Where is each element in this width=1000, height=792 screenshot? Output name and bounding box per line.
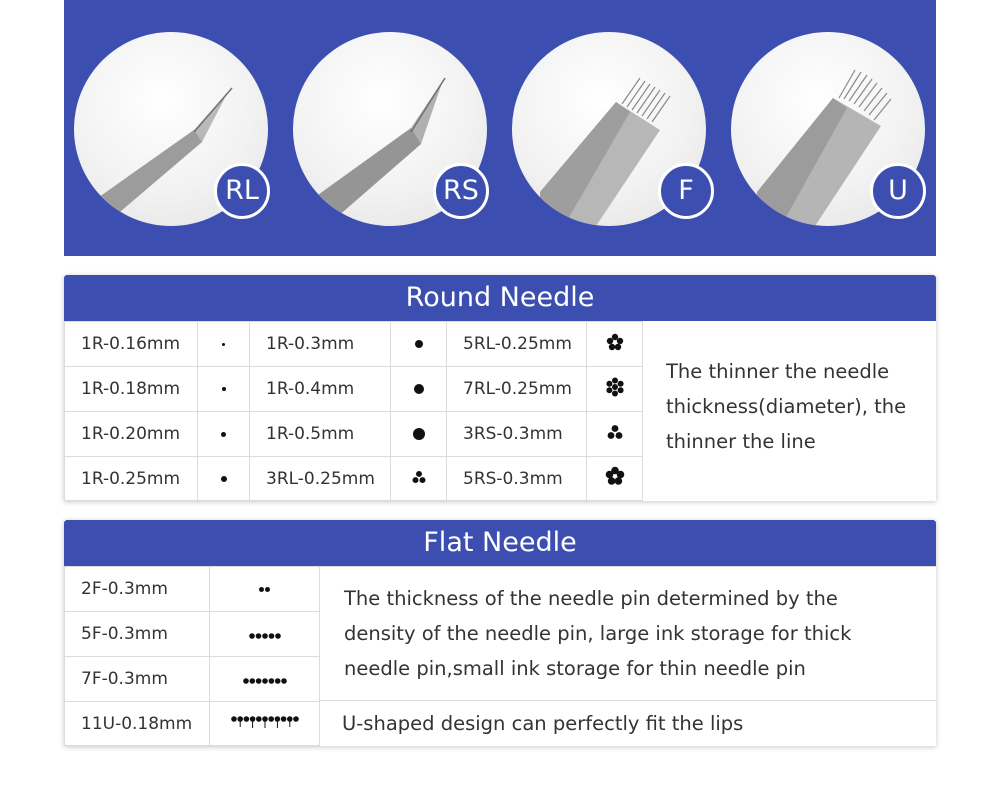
table-row — [65, 367, 643, 412]
round-needle-panel — [64, 275, 936, 501]
needle-badge-rl: RL — [214, 163, 270, 219]
needle-badge-f: F — [658, 163, 714, 219]
needle-pattern-icon — [391, 367, 447, 412]
size-label: 7F-0.3mm — [65, 657, 210, 702]
table-row — [65, 457, 643, 501]
table-row — [65, 567, 320, 612]
needle-pattern-icon — [198, 322, 250, 367]
size-label: 1R-0.25mm — [65, 457, 198, 501]
needle-badge-u: U — [870, 163, 926, 219]
size-label: 3RS-0.3mm — [447, 412, 587, 457]
needle-pattern-icon — [587, 367, 643, 412]
needle-pattern-icon — [198, 457, 250, 501]
size-label: 5RL-0.25mm — [447, 322, 587, 367]
size-label: 2F-0.3mm — [65, 567, 210, 612]
needle-pattern-icon — [587, 322, 643, 367]
size-label: 5F-0.3mm — [65, 612, 210, 657]
size-label: 1R-0.4mm — [250, 367, 391, 412]
size-label: 11U-0.18mm — [65, 702, 210, 746]
needle-types-banner — [64, 0, 936, 256]
round-needle-note: The thinner the needle thickness(diameter), the thinner the line — [666, 360, 907, 453]
flat-needle-note: The thickness of the needle pin determined by the density of the needle pin, large ink storage for thick needle pin,small ink storage for thin needle pin — [344, 587, 852, 680]
needle-pattern-icon — [198, 412, 250, 457]
table-row — [65, 612, 320, 657]
needle-pattern-icon — [210, 657, 320, 702]
size-label: 1R-0.18mm — [65, 367, 198, 412]
size-label: 7RL-0.25mm — [447, 367, 587, 412]
size-label: 1R-0.16mm — [65, 322, 198, 367]
table-row — [65, 702, 320, 746]
needle-pattern-icon — [391, 322, 447, 367]
needle-pattern-icon — [587, 457, 643, 501]
size-label: 1R-0.5mm — [250, 412, 391, 457]
size-label: 5RS-0.3mm — [447, 457, 587, 501]
flat-needle-table — [64, 566, 320, 746]
u-needle-note: U-shaped design can perfectly fit the lips — [342, 712, 744, 735]
round-needle-table — [64, 321, 643, 501]
needle-pattern-icon — [210, 612, 320, 657]
needle-pattern-icon — [198, 367, 250, 412]
u-needle-pattern-icon — [210, 702, 320, 746]
size-label: 3RL-0.25mm — [250, 457, 391, 501]
table-row — [65, 322, 643, 367]
flat-needle-title: Flat Needle — [64, 520, 936, 566]
table-row — [65, 657, 320, 702]
needle-pattern-icon — [391, 412, 447, 457]
needle-pattern-icon — [587, 412, 643, 457]
needle-pattern-icon — [391, 457, 447, 501]
size-label: 1R-0.20mm — [65, 412, 198, 457]
round-needle-title: Round Needle — [64, 275, 936, 321]
flat-needle-panel — [64, 520, 936, 746]
size-label: 1R-0.3mm — [250, 322, 391, 367]
table-row — [65, 412, 643, 457]
needle-pattern-icon — [210, 567, 320, 612]
needle-badge-rs: RS — [433, 163, 489, 219]
